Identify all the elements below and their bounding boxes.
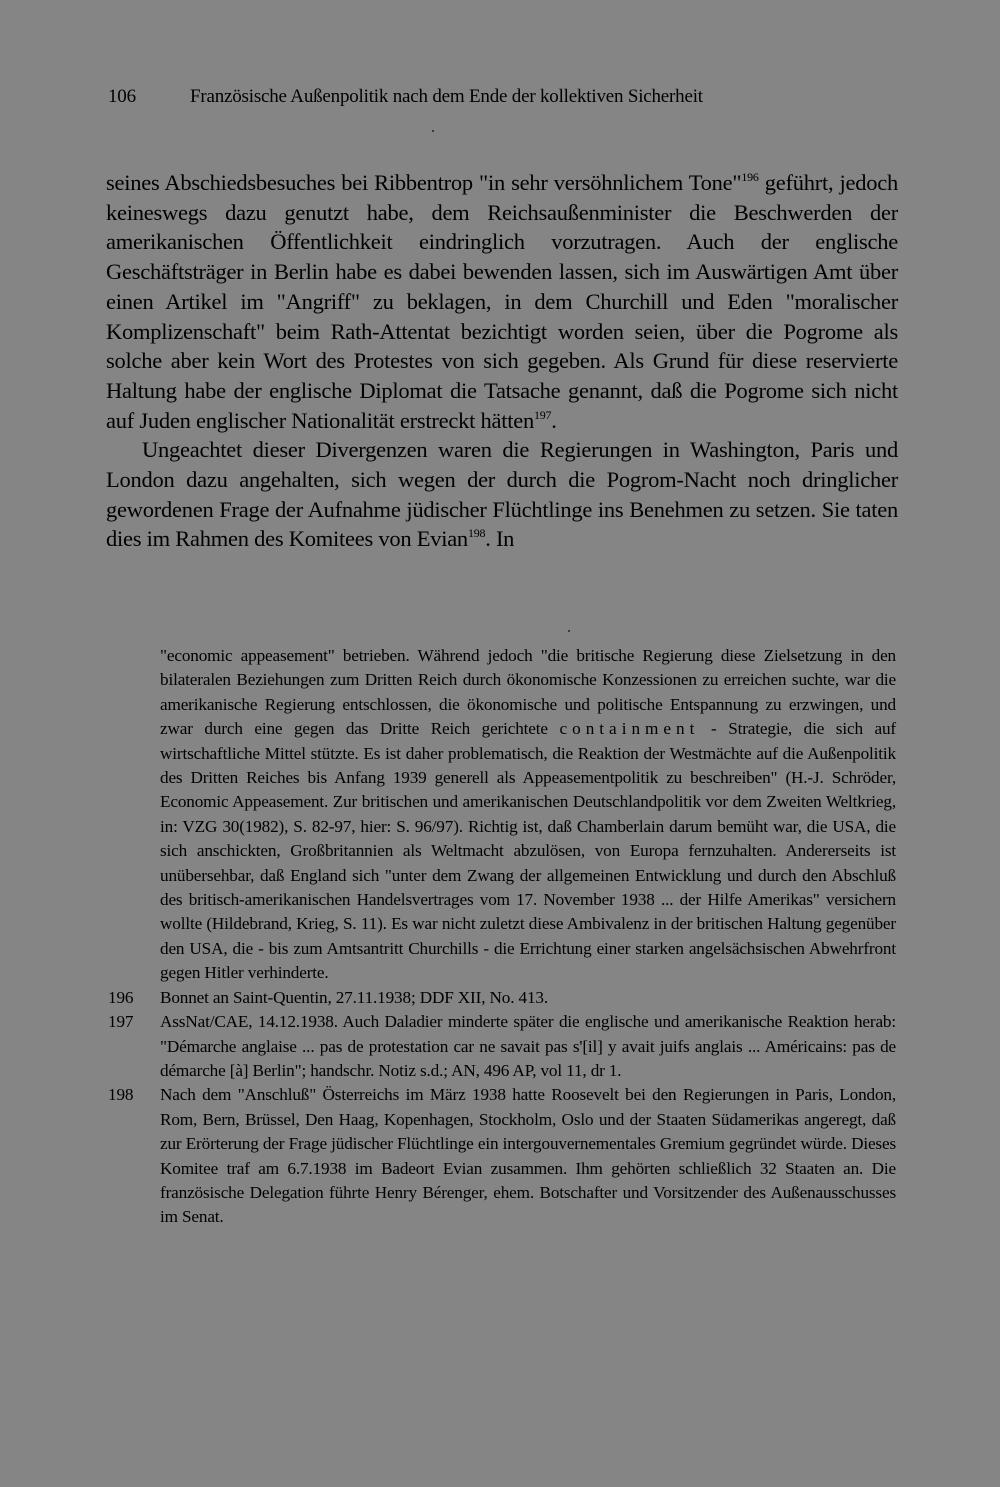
paragraph-text: geführt, jedoch keineswegs dazu genutzt habe, dem Reichsaußenminister die Beschwerden der amerikanischen Öffentlichkeit eindringlich vorzutragen. Auch der englische Geschäftsträger in Berlin habe es dabei bewenden lassen, sich im Auswärtigen Amt über einen Artikel im "Angriff" zu beklagen, in dem Churchill und Eden "moralischer Komplizenschaft" beim Rath-Attentat bezichtigt worden seien, über die Pogrome als solche aber kein Wort des Protestes von sich gegeben. Als Grund für diese reservierte Haltung habe der englische Diplomat die Tatsache genannt, daß die Pogrome sich nicht auf Juden englischer Nationalität erstreckt hätten	[106, 170, 898, 433]
footnote-text: "economic appeasement" betrieben. Während jedoch "die britische Regierung diese Zielsetzung in den bilateralen Beziehungen zum Dritten Reich durch ökonomische Konzessionen zu erreichen suchte, war die amerikanische Regierung entschlossen, die ökonomische und politische Entspannung zu erzwingen, und zwar durch eine gegen das Dritte Reich gerichtete	[160, 646, 896, 739]
footnote-continuation	[108, 644, 896, 986]
footnote-text: Nach dem "Anschluß" Österreichs im März 1938 hatte Roosevelt bei den Regierungen in Paris, London, Rom, Bern, Brüssel, Den Haag, Kopenhagen, Stockholm, Oslo und der Staaten Südamerikas angeregt, daß zur Erörterung der Frage jüdischer Flüchtlinge ein intergouvernementales Gremium gegründet würde. Dieses Komitee traf am 6.7.1938 im Badeort Evian zusammen. Ihm gehörten schließlich 32 Staaten an. Die französische Delegation führte Henry Bérenger, ehem. Botschafter und Vorsitzender des Außenausschusses im Senat.	[160, 1085, 896, 1227]
footnote-item	[108, 1083, 896, 1229]
paragraph-text: . In	[485, 526, 515, 552]
paragraph-text: seines Abschiedsbesuches bei Ribbentrop "in sehr versöhnlichem Tone"	[106, 170, 742, 195]
paragraph-text: .	[551, 407, 557, 433]
scan-speck	[432, 130, 434, 132]
paragraph	[106, 168, 898, 435]
page-number: 106	[108, 86, 136, 107]
footnote-ref[interactable]: 198	[467, 526, 486, 541]
paragraph-text: Ungeachtet dieser Divergenzen waren die Regierungen in Washington, Paris und London dazu angehalten, sich wegen der durch die Pogrom-Nacht noch dringlicher gewordenen Frage der Aufnahme jüdischer Flüchtlinge ins Benehmen zu setzen. Sie taten dies im Rahmen des Komitees von Evian	[106, 437, 898, 552]
footnote-item	[108, 986, 896, 1010]
running-title: Französische Außenpolitik nach dem Ende der kollektiven Sicherheit	[190, 86, 703, 107]
footnote-text: - Strategie, die sich auf wirtschaftliche Mittel stützte. Es ist daher problematisch, die Reaktion der Westmächte auf die Außenpolitik des Dritten Reiches bis Anfang 1939 generell als Appeasementpolitik zu beschreiben" (H.-J. Schröder, Economic Appeasement. Zur britischen und amerikanischen Deutschlandpolitik vor dem Zweiten Weltkrieg, in: VZG 30(1982), S. 82-97, hier: S. 96/97). Richtig ist, daß Chamberlain darum bemüht war, die USA, die sich anschickten, Großbritannien als Weltmacht abzulösen, von Europa fernzuhalten. Andererseits ist unübersehbar, daß England sich "unter dem Zwang der allgemeinen Entwicklung und durch den Abschluß des britisch-amerikanischen Handelsvertrages vom 17. November 1938 ... der Hilfe Amerikas" versichern wollte (Hildebrand, Krieg, S. 11). Es war nicht zuletzt diese Ambivalenz in der britischen Haltung gegenüber den USA, die - bis zum Amtsantritt Churchills - die Errichtung einer starken angelsächsischen Abwehrfront gegen Hitler verhinderte.	[160, 719, 896, 983]
footnote-text: AssNat/CAE, 14.12.1938. Auch Daladier minderte später die englische und amerikanische Reaktion herab: "Démarche anglaise ... pas de protestation car ne savait pas s'[il] y avait juifs anglais ... Américains: pas de démarche [à] Berlin"; handschr. Notiz s.d.; AN, 496 AP, vol 11, dr 1.	[160, 1012, 896, 1080]
emphasized-term: containment	[559, 719, 700, 739]
paragraph	[106, 435, 898, 554]
footnote-number: 197	[108, 1012, 134, 1032]
scan-speck	[568, 630, 570, 632]
footnote-number: 196	[108, 987, 134, 1007]
footnotes	[108, 644, 896, 1230]
footnote-item	[108, 1010, 896, 1083]
body-text	[106, 168, 898, 554]
footnote-ref[interactable]: 196	[741, 170, 759, 184]
footnote-number: 198	[108, 1085, 134, 1105]
footnote-text: Bonnet an Saint-Quentin, 27.11.1938; DDF XII, No. 413.	[160, 987, 548, 1007]
footnote-ref[interactable]: 197	[533, 407, 552, 422]
